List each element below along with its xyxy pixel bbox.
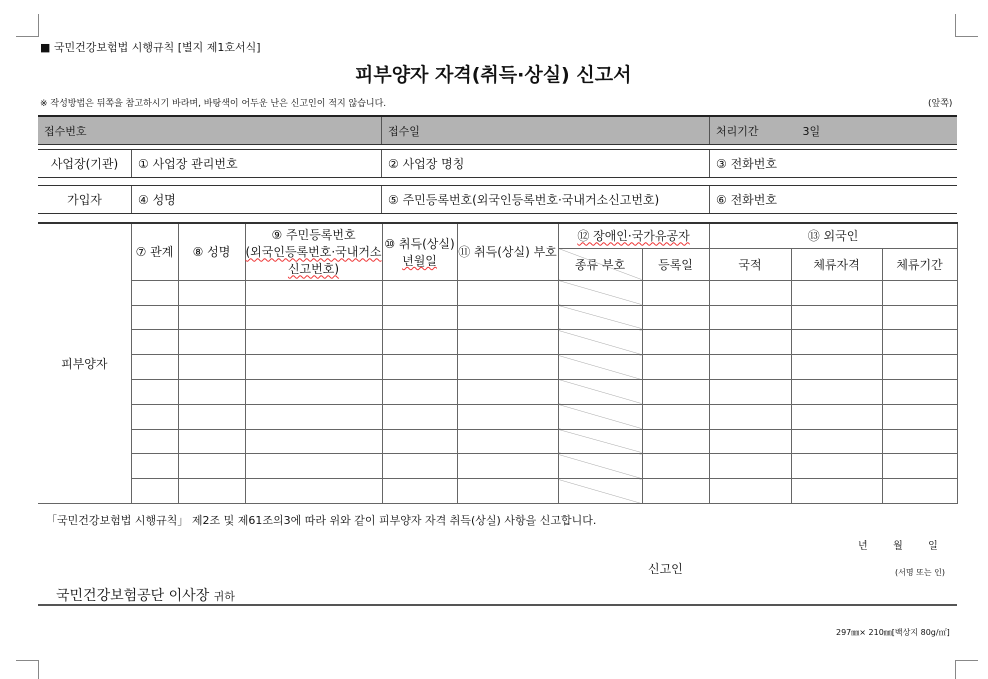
table-cell[interactable] xyxy=(709,355,791,380)
col-resident-id xyxy=(245,223,382,280)
table-cell[interactable] xyxy=(709,454,791,479)
divider xyxy=(38,604,957,606)
table-row xyxy=(38,454,957,479)
table-cell[interactable] xyxy=(642,305,709,330)
table-cell[interactable] xyxy=(382,429,457,454)
table-cell[interactable] xyxy=(245,454,382,479)
table-cell[interactable] xyxy=(791,355,882,380)
table-row xyxy=(38,379,957,404)
table-cell[interactable] xyxy=(882,479,957,504)
member-phone-field[interactable]: ⑥ 전화번호 xyxy=(709,186,777,213)
table-cell[interactable] xyxy=(709,379,791,404)
table-cell[interactable] xyxy=(791,379,882,404)
table-cell[interactable] xyxy=(457,454,558,479)
table-cell[interactable] xyxy=(882,330,957,355)
table-cell[interactable] xyxy=(642,330,709,355)
table-cell[interactable] xyxy=(178,280,245,305)
paper-spec: 297㎜× 210㎜[백상지 80g/㎡] xyxy=(836,628,950,637)
table-cell[interactable] xyxy=(457,479,558,504)
table-cell[interactable] xyxy=(131,429,178,454)
recipient-name: 국민건강보험공단 이사장 xyxy=(56,588,210,604)
table-cell[interactable] xyxy=(791,454,882,479)
col-foreigner: ⑬ 외국인 xyxy=(709,223,957,248)
col-disabled xyxy=(558,223,709,248)
col-stay-period: 체류기간 xyxy=(882,248,957,280)
table-cell[interactable] xyxy=(709,404,791,429)
table-row xyxy=(38,404,957,429)
table-cell[interactable] xyxy=(709,330,791,355)
receipt-number: 접수번호 xyxy=(44,124,87,138)
honorific: 귀하 xyxy=(213,590,235,603)
table-row xyxy=(38,305,957,330)
table-cell[interactable] xyxy=(882,280,957,305)
table-cell[interactable] xyxy=(642,379,709,404)
member-id-field[interactable]: ⑤ 주민등록번호(외국인등록번호·국내거소신고번호) xyxy=(381,186,659,213)
table-cell[interactable] xyxy=(882,355,957,380)
col-visa: 체류자격 xyxy=(791,248,882,280)
table-cell[interactable] xyxy=(642,404,709,429)
table-cell[interactable] xyxy=(882,379,957,404)
table-cell[interactable] xyxy=(131,355,178,380)
col-resident-id-title: ⑨ 주민등록번호 xyxy=(271,228,356,243)
side-label: (앞쪽) xyxy=(928,99,953,109)
member-label: 가입자 xyxy=(67,193,102,207)
date-line[interactable]: 년 월 일 xyxy=(858,541,938,552)
table-cell[interactable] xyxy=(791,280,882,305)
table-cell[interactable] xyxy=(382,280,457,305)
crop-mark xyxy=(955,660,978,679)
instruction-note: ※ 작성방법은 뒤쪽을 참고하시기 바라며, 바탕색이 어두운 난은 신고인이 적지 않습니다. xyxy=(40,99,387,109)
table-cell[interactable] xyxy=(178,305,245,330)
col-date-sub: 년월일 xyxy=(402,253,437,268)
table-cell[interactable] xyxy=(558,305,642,330)
table-cell[interactable] xyxy=(642,479,709,504)
table-cell[interactable] xyxy=(382,330,457,355)
table-cell[interactable] xyxy=(558,404,642,429)
table-cell[interactable] xyxy=(382,454,457,479)
table-cell[interactable] xyxy=(178,379,245,404)
receipt-row xyxy=(38,115,957,145)
table-cell[interactable] xyxy=(709,305,791,330)
table-cell[interactable] xyxy=(178,355,245,380)
table-cell[interactable] xyxy=(558,379,642,404)
recipient xyxy=(56,585,235,605)
table-cell[interactable] xyxy=(791,404,882,429)
table-cell[interactable] xyxy=(382,305,457,330)
workplace-label: 사업장(기관) xyxy=(50,157,119,171)
table-cell[interactable] xyxy=(882,404,957,429)
table-row xyxy=(38,280,957,305)
workplace-name-field[interactable]: ② 사업장 명칭 xyxy=(381,150,464,177)
col-date xyxy=(382,223,457,280)
table-cell[interactable] xyxy=(245,280,382,305)
col-nationality: 국적 xyxy=(709,248,791,280)
table-row xyxy=(38,479,957,504)
table-cell[interactable] xyxy=(558,454,642,479)
table-cell[interactable] xyxy=(642,429,709,454)
table-cell[interactable] xyxy=(457,330,558,355)
member-name-field[interactable]: ④ 성명 xyxy=(131,186,176,213)
table-cell[interactable] xyxy=(131,305,178,330)
table-cell[interactable] xyxy=(709,280,791,305)
table-cell[interactable] xyxy=(457,429,558,454)
col-disabled-date: 등록일 xyxy=(642,248,709,280)
table-cell[interactable] xyxy=(791,479,882,504)
table-cell[interactable] xyxy=(131,404,178,429)
col-relation: ⑦ 관계 xyxy=(131,223,178,280)
table-cell[interactable] xyxy=(245,429,382,454)
table-cell[interactable] xyxy=(245,404,382,429)
table-cell[interactable] xyxy=(131,330,178,355)
table-cell[interactable] xyxy=(457,379,558,404)
table-cell[interactable] xyxy=(131,280,178,305)
table-cell[interactable] xyxy=(131,454,178,479)
table-cell[interactable] xyxy=(709,479,791,504)
col-resident-id-sub: (외국인등록번호·국내거소신고번호) xyxy=(245,245,382,277)
member-row xyxy=(38,185,957,214)
page-title: 피부양자 자격(취득·상실) 신고서 xyxy=(355,64,632,86)
crop-mark xyxy=(16,14,39,37)
table-cell[interactable] xyxy=(245,479,382,504)
table-cell[interactable] xyxy=(382,479,457,504)
table-cell[interactable] xyxy=(382,355,457,380)
table-cell[interactable] xyxy=(457,305,558,330)
dependents-table xyxy=(38,222,958,504)
table-cell[interactable] xyxy=(178,479,245,504)
period-label: 처리기간 xyxy=(716,124,759,138)
table-cell[interactable] xyxy=(791,330,882,355)
table-cell[interactable] xyxy=(882,454,957,479)
table-cell[interactable] xyxy=(245,305,382,330)
table-cell[interactable] xyxy=(457,404,558,429)
table-cell[interactable] xyxy=(882,305,957,330)
table-cell[interactable] xyxy=(245,379,382,404)
processing-period xyxy=(709,117,957,144)
table-cell[interactable] xyxy=(642,355,709,380)
table-cell[interactable] xyxy=(178,454,245,479)
table-cell[interactable] xyxy=(791,429,882,454)
table-cell[interactable] xyxy=(558,280,642,305)
statement: 「국민건강보험법 시행규칙」 제2조 및 제61조의3에 따라 위와 같이 피부양자 자격 취득(상실) 사항을 신고합니다. xyxy=(46,514,597,527)
workplace-phone-field[interactable]: ③ 전화번호 xyxy=(709,150,777,177)
workplace-row xyxy=(38,149,957,178)
table-cell[interactable] xyxy=(558,355,642,380)
signature-field[interactable]: (서명 또는 인) xyxy=(895,568,945,577)
table-cell[interactable] xyxy=(882,429,957,454)
table-cell[interactable] xyxy=(178,330,245,355)
table-cell[interactable] xyxy=(642,280,709,305)
table-row xyxy=(38,355,957,380)
col-disabled-title: ⑫ 장애인·국가유공자 xyxy=(577,229,690,244)
period-value: 3일 xyxy=(802,124,821,138)
table-cell[interactable] xyxy=(178,404,245,429)
table-cell[interactable] xyxy=(558,429,642,454)
table-cell[interactable] xyxy=(642,454,709,479)
table-row xyxy=(38,330,957,355)
reporter-label: 신고인 xyxy=(648,562,683,576)
crop-mark xyxy=(955,14,978,37)
table-cell[interactable] xyxy=(382,404,457,429)
table-cell[interactable] xyxy=(245,355,382,380)
table-cell[interactable] xyxy=(457,280,558,305)
table-cell[interactable] xyxy=(131,379,178,404)
col-name: ⑧ 성명 xyxy=(178,223,245,280)
crop-mark xyxy=(16,660,39,679)
col-disabled-type: 종류 부호 xyxy=(558,248,642,280)
col-date-title: ⑩ 취득(상실) xyxy=(384,236,455,251)
table-cell[interactable] xyxy=(178,429,245,454)
table-cell[interactable] xyxy=(709,429,791,454)
table-cell[interactable] xyxy=(791,305,882,330)
table-cell[interactable] xyxy=(558,330,642,355)
table-row xyxy=(38,429,957,454)
regulation-ref: ■ 국민건강보험법 시행규칙 [별지 제1호서식] xyxy=(40,41,261,54)
table-cell[interactable] xyxy=(457,355,558,380)
table-cell[interactable] xyxy=(245,330,382,355)
table-cell[interactable] xyxy=(382,379,457,404)
receipt-date: 접수일 xyxy=(381,117,420,144)
table-cell[interactable] xyxy=(131,479,178,504)
dependents-label: 피부양자 xyxy=(38,223,131,503)
col-code: ⑪ 취득(상실) 부호 xyxy=(457,223,558,280)
workplace-id-field[interactable]: ① 사업장 관리번호 xyxy=(131,150,238,177)
table-cell[interactable] xyxy=(558,479,642,504)
